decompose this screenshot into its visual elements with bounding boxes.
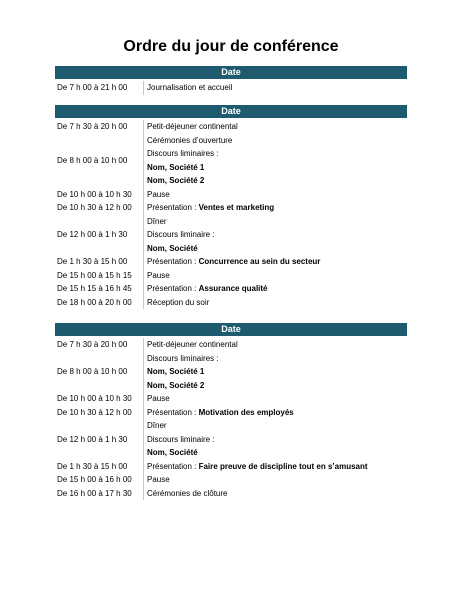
activity-line [147,446,215,460]
activity-line: Discours liminaires : [147,149,219,158]
agenda-row [55,134,407,188]
activity-line: Présentation : Faire preuve de discipline tout en s’amusant [147,461,368,471]
activity-line: Pause [147,189,170,199]
time-cell: De 8 h 00 à 10 h 00 [55,134,144,188]
time-cell: De 15 h 00 à 16 h 00 [55,473,144,487]
activity-line: Discours liminaire : [147,230,215,239]
activity-emphasis: Nom, Société 1 [147,162,205,172]
activity-emphasis: Nom, Société 2 [147,176,205,185]
time-cell: De 12 h 00 à 1 h 30 [55,419,144,460]
agenda-row [55,392,407,406]
time-cell: De 1 h 30 à 15 h 00 [55,460,144,474]
time-cell: De 18 h 00 à 20 h 00 [55,296,144,310]
activity-line [147,161,232,175]
agenda-row [55,487,407,501]
activity-cell [144,352,219,393]
time-cell: De 10 h 00 à 10 h 30 [55,188,144,202]
agenda-row [55,460,407,474]
activity-line: Discours liminaire : [147,434,215,444]
agenda-row [55,352,407,393]
day-table [55,323,407,500]
time-cell: De 7 h 00 à 21 h 00 [55,81,144,95]
agenda-row [55,296,407,310]
time-cell: De 10 h 30 à 12 h 00 [55,201,144,215]
activity-line: Petit-déjeuner continental [147,122,238,131]
agenda-row [55,81,407,95]
activity-line [147,242,215,256]
activity-cell [144,473,170,487]
page-title: Ordre du jour de conférence [123,38,339,55]
day-table [55,105,407,309]
agenda-row [55,473,407,487]
activity-cell [144,188,170,202]
activity-cell [144,338,238,352]
time-cell: De 1 h 30 à 15 h 00 [55,255,144,269]
time-cell: De 15 h 15 à 16 h 45 [55,282,144,296]
day-header: Date [55,105,407,118]
time-cell: De 16 h 00 à 17 h 30 [55,487,144,501]
activity-line: Pause [147,270,170,280]
activity-emphasis: Nom, Société [147,448,198,457]
activity-line: Présentation : Ventes et marketing [147,203,275,212]
activity-emphasis: Nom, Société 1 [147,367,205,376]
agenda-row [55,269,407,283]
activity-line: Discours liminaires : [147,353,219,363]
activity-cell [144,201,274,215]
activity-line [147,365,219,379]
time-cell: De 7 h 30 à 20 h 00 [55,338,144,352]
activity-line: Présentation : Motivation des employés [147,407,294,417]
activity-line: Journalisation et accueil [147,83,233,92]
activity-cell [144,81,232,95]
time-cell: De 10 h 30 à 12 h 00 [55,406,144,420]
agenda-row [55,120,407,134]
time-cell: De 8 h 00 à 10 h 00 [55,352,144,393]
day-header: Date [55,66,407,79]
activity-cell [144,296,209,310]
activity-cell [144,460,368,474]
time-cell: De 15 h 00 à 15 h 15 [55,269,144,283]
activity-cell [144,406,294,420]
activity-line: Cérémonies de clôture [147,488,228,498]
activity-cell [144,255,320,269]
activity-line: Pause [147,394,170,403]
activity-line: Réception du soir [147,297,210,307]
activity-cell [144,269,170,283]
activity-cell [144,282,268,296]
activity-line [147,174,232,188]
time-cell: De 10 h 00 à 10 h 30 [55,392,144,406]
activity-cell [144,134,232,188]
activity-line: Présentation : Concurrence au sein du secteur [147,257,321,266]
agenda-row [55,215,407,256]
agenda-row [55,282,407,296]
activity-emphasis: Nom, Société 2 [147,380,205,390]
day-header: Date [55,323,407,336]
day-table [55,66,407,95]
agenda-row [55,419,407,460]
activity-emphasis: Faire preuve de discipline tout en s’amusant [198,461,368,471]
activity-line: Présentation : Assurance qualité [147,284,268,293]
agenda-row [55,406,407,420]
activity-emphasis: Concurrence au sein du secteur [198,257,321,266]
activity-cell [144,487,227,501]
activity-line: Cérémonies d’ouverture [147,135,233,145]
activity-cell [144,215,215,256]
activity-emphasis: Nom, Société [147,243,198,253]
activity-line: Dîner [147,216,167,226]
agenda-row [55,188,407,202]
activity-line: Pause [147,475,170,484]
activity-emphasis: Assurance qualité [198,284,268,293]
agenda-row [55,255,407,269]
agenda-row [55,338,407,352]
activity-line [147,379,219,393]
activity-emphasis: Ventes et marketing [198,203,275,212]
agenda-row [55,201,407,215]
time-cell: De 12 h 00 à 1 h 30 [55,215,144,256]
activity-cell [144,120,238,134]
activity-cell [144,392,170,406]
activity-line: Petit-déjeuner continental [147,340,238,349]
activity-line: Dîner [147,421,167,430]
activity-emphasis: Motivation des employés [198,407,294,417]
time-cell: De 7 h 30 à 20 h 00 [55,120,144,134]
activity-cell [144,419,215,460]
